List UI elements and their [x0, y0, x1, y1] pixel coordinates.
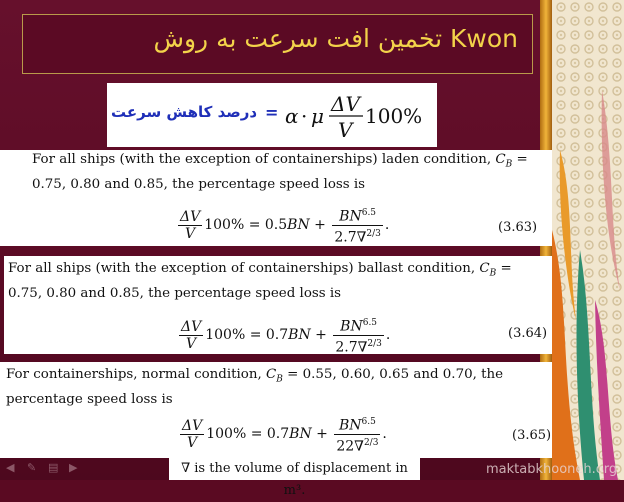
coefficient: 0.7: [266, 426, 290, 443]
plus-sign: +: [309, 217, 331, 234]
percent-equals: 100% =: [205, 327, 266, 344]
panel-text-a: For all ships (with the exception of containerships) ballast condition,: [8, 261, 480, 276]
panel-text-b: = 0.75, 0.80 and 0.85, the percentage speed loss is: [32, 152, 528, 192]
equation-3-65: [178, 414, 387, 454]
equation-number: (3.65): [512, 428, 552, 443]
bn-term: BN: [289, 426, 312, 443]
formula-equals: =: [265, 103, 279, 122]
bn-fraction: [332, 205, 383, 245]
panel-text: [32, 150, 546, 194]
v-denominator: V: [185, 225, 196, 242]
panel-text-b: = 0.75, 0.80 and 0.85, the percentage speed loss is: [8, 261, 512, 301]
svg-text:100%: 100%: [365, 104, 423, 128]
formula-label: درصد کاهش سرعت: [111, 103, 258, 121]
equation-3-64: [177, 315, 390, 355]
cb-subscript: B: [276, 374, 283, 385]
bn-fraction: [333, 315, 384, 355]
formula-expression: [283, 87, 433, 143]
svg-text:ΔV: ΔV: [331, 92, 360, 116]
cb-subscript: B: [489, 268, 497, 279]
coefficient: 0.5: [264, 217, 288, 234]
svg-text:·: ·: [301, 104, 308, 128]
coefficient: 0.7: [265, 327, 289, 344]
nabla-denominator: 2.7∇: [334, 229, 367, 246]
svg-text:α: α: [285, 104, 299, 128]
percent-equals: 100% =: [204, 217, 265, 234]
bn-fraction: [334, 414, 380, 454]
dv-numerator: ΔV: [180, 208, 201, 225]
plus-sign: +: [311, 426, 333, 443]
equation-panel-laden: [0, 150, 552, 246]
equation-3-63: [176, 205, 389, 245]
cb-symbol: C: [479, 261, 490, 276]
plus-sign: +: [310, 327, 332, 344]
title-box: [22, 14, 533, 74]
bn-numerator: BN: [338, 417, 362, 434]
cb-symbol: C: [266, 367, 277, 382]
v-denominator: V: [187, 434, 198, 451]
v-denominator: V: [186, 335, 197, 352]
panel-text-a: For all ships (with the exception of containerships) laden condition,: [32, 152, 496, 167]
equation-period: .: [385, 327, 391, 344]
panel-text-b: = 0.55, 0.60, 0.65 and 0.70, the percentage speed loss is: [6, 367, 504, 407]
panel-text: [6, 365, 548, 409]
equation-number: (3.64): [508, 326, 548, 341]
nabla-denominator: 2.7∇: [335, 339, 368, 356]
dv-fraction: [179, 319, 203, 352]
next-arrow-icon[interactable]: ▶: [69, 461, 78, 474]
bn-term: BN: [288, 327, 311, 344]
bn-numerator: BN: [339, 208, 362, 225]
panel-text-a: For containerships, normal condition,: [6, 367, 267, 382]
slide-title: تخمین افت سرعت به روش Kwon: [153, 24, 518, 53]
formula-box: [107, 83, 437, 147]
decorative-border-image: [540, 0, 624, 480]
pen-icon[interactable]: ✎: [27, 461, 37, 474]
bn-numerator: BN: [340, 318, 363, 335]
svg-text:V: V: [338, 118, 353, 142]
bn-exponent: 6.5: [361, 417, 376, 427]
panel-text: [8, 259, 548, 303]
dv-fraction: [180, 418, 204, 451]
bn-term: BN: [287, 217, 310, 234]
displacement-note: ∇ is the volume of displacement in m³.: [169, 458, 420, 480]
equation-period: .: [384, 217, 390, 234]
percent-equals: 100% =: [206, 426, 267, 443]
nabla-exponent: 2/3: [366, 228, 381, 239]
equation-panel-containerships: [0, 362, 552, 458]
cb-symbol: C: [495, 152, 506, 167]
slideshow-toolbar[interactable]: [6, 462, 82, 476]
decorative-ornament: [540, 0, 624, 480]
equation-period: .: [382, 426, 387, 443]
bn-exponent: 6.5: [361, 208, 377, 218]
nabla-exponent: 2/3: [367, 338, 382, 349]
equation-number: (3.63): [498, 220, 538, 235]
dv-numerator: ΔV: [182, 417, 203, 434]
bn-exponent: 6.5: [362, 318, 378, 328]
watermark: maktabkhooneh.org: [486, 462, 618, 477]
nabla-exponent: 2/3: [363, 437, 379, 448]
cb-subscript: B: [505, 159, 513, 170]
slides-menu-icon[interactable]: ▤: [48, 461, 59, 474]
dv-fraction: [178, 209, 202, 242]
dv-numerator: ΔV: [181, 318, 202, 335]
equation-panel-ballast: [4, 256, 552, 354]
prev-arrow-icon[interactable]: ◀: [6, 461, 15, 474]
svg-text:μ: μ: [311, 104, 324, 128]
nabla-denominator: 22∇: [336, 438, 364, 455]
